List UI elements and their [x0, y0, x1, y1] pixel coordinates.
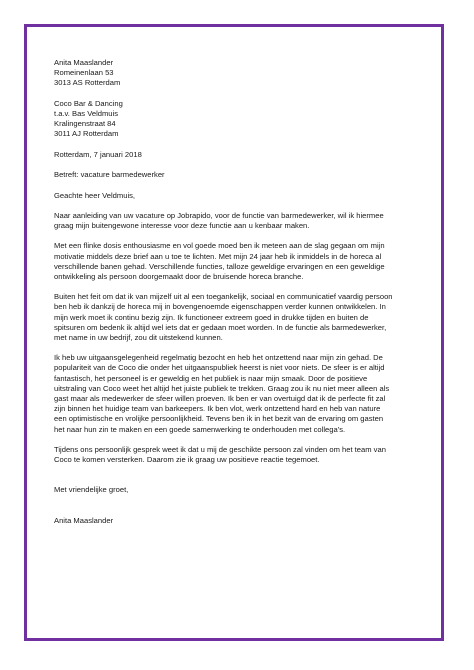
- paragraph-line: uitstraling van Coco weet het altijd het juiste publiek te trekken. Graag zou ik nu niet meer alleen als: [54, 383, 390, 393]
- paragraph-line: populariteit van de Coco die onder het uitgaanspubliek heerst is niet voor niets. De sfeer is er altijd: [54, 363, 385, 373]
- paragraph-line: een optimistische en vrolijke persoonlijkheid. Tevens ben ik in het bezit van de ervaring om gasten: [54, 414, 384, 424]
- sender-street: Romeinenlaan 53: [54, 68, 114, 78]
- paragraph-line: gast maar als medewerker de sfeer willen proeven. Ik ben er van overtuigd dat ik de perfecte fit zal: [54, 394, 386, 404]
- recipient-street: Kralingenstraat 84: [54, 119, 116, 129]
- paragraph-venue: [54, 353, 424, 435]
- closing-greeting: Met vriendelijke groet,: [54, 485, 129, 495]
- paragraph-closing: [54, 445, 424, 465]
- paragraph-line: fantastisch, het personeel is er geweldig en het publiek is naar mijn smaak. Door de positieve: [54, 373, 368, 383]
- sender-name: Anita Maaslander: [54, 58, 114, 67]
- paragraph-line: het naar hun zin te maken en een goede samenwerking te onderhouden met collega’s.: [54, 424, 346, 434]
- letter-date: Rotterdam, 7 januari 2018: [54, 149, 142, 159]
- recipient-company: Coco Bar & Dancing: [54, 98, 123, 108]
- paragraph-line: met name in uw bedrijf, zou dit uitstekend kunnen.: [54, 333, 223, 342]
- paragraph-line: motivatie middels deze brief aan u toe te lichten. Met mijn 24 jaar heb ik inmiddels in de horeca al: [54, 251, 382, 261]
- letter-subject: Betreft: vacature barmedewerker: [54, 170, 165, 180]
- paragraph-line: Ik heb uw uitgaansgelegenheid regelmatig bezocht en heb het ontzettend naar mijn zin gehad. De: [54, 353, 383, 363]
- letter-body: [54, 58, 424, 526]
- paragraph-line: ben heb ik dankzij de horeca mij in bovengenoemde eigenschappen verder kunnen ontwikkelen. In: [54, 302, 386, 312]
- paragraph-line: spitsuren om bedenk ik altijd wel iets dat er gedaan moet worden. In de functie als barmedewerker,: [54, 322, 387, 332]
- paragraph-qualities: [54, 292, 424, 343]
- paragraph-line: verschillende banen gehad. Verschillende functies, talloze geweldige ervaringen en een geweldige: [54, 261, 385, 271]
- paragraph-motivation: [54, 241, 424, 282]
- paragraph-line: Met een flinke dosis enthousiasme en vol goede moed ben ik meteen aan de slag gegaan om mijn: [54, 241, 385, 251]
- recipient-address: [54, 99, 424, 140]
- salutation: Geachte heer Veldmuis,: [54, 190, 136, 200]
- recipient-city: 3011 AJ Rotterdam: [54, 129, 119, 139]
- signature-name: Anita Maaslander: [54, 516, 114, 525]
- paragraph-line: zijn binnen het huidige team van barkeepers. Ik ben vlot, werk ontzettend hard en heb van nature: [54, 404, 381, 414]
- paragraph-intro: [54, 211, 424, 231]
- paragraph-line: Buiten het feit om dat ik van mijzelf uit al een toegankelijk, sociaal en communicatief vaardig persoon: [54, 292, 393, 302]
- recipient-attn: t.a.v. Bas Veldmuis: [54, 109, 119, 118]
- paragraph-line: ontwikkeling als persoon doorgemaakt door de bruisende horeca branche.: [54, 271, 304, 281]
- paragraph-line: Tijdens ons persoonlijk gesprek weet ik dat u mij de geschikte persoon zal vinden om het team van: [54, 444, 386, 454]
- paragraph-line: mijn werk moet ik continu bezig zijn. Ik functioneer extreem goed in drukke tijden en buiten de: [54, 312, 369, 322]
- sender-address: [54, 58, 424, 89]
- paragraph-line: graag mijn buitengewone interesse voor deze functie aan u kenbaar maken.: [54, 221, 310, 231]
- paragraph-line: Naar aanleiding van uw vacature op Jobrapido, voor de functie van barmedewerker, wil ik hiermee: [54, 210, 384, 220]
- sender-city: 3013 AS Rotterdam: [54, 78, 121, 88]
- paragraph-line: Coco te komen versterken. Daarom zie ik graag uw positieve reactie tegemoet.: [54, 455, 320, 465]
